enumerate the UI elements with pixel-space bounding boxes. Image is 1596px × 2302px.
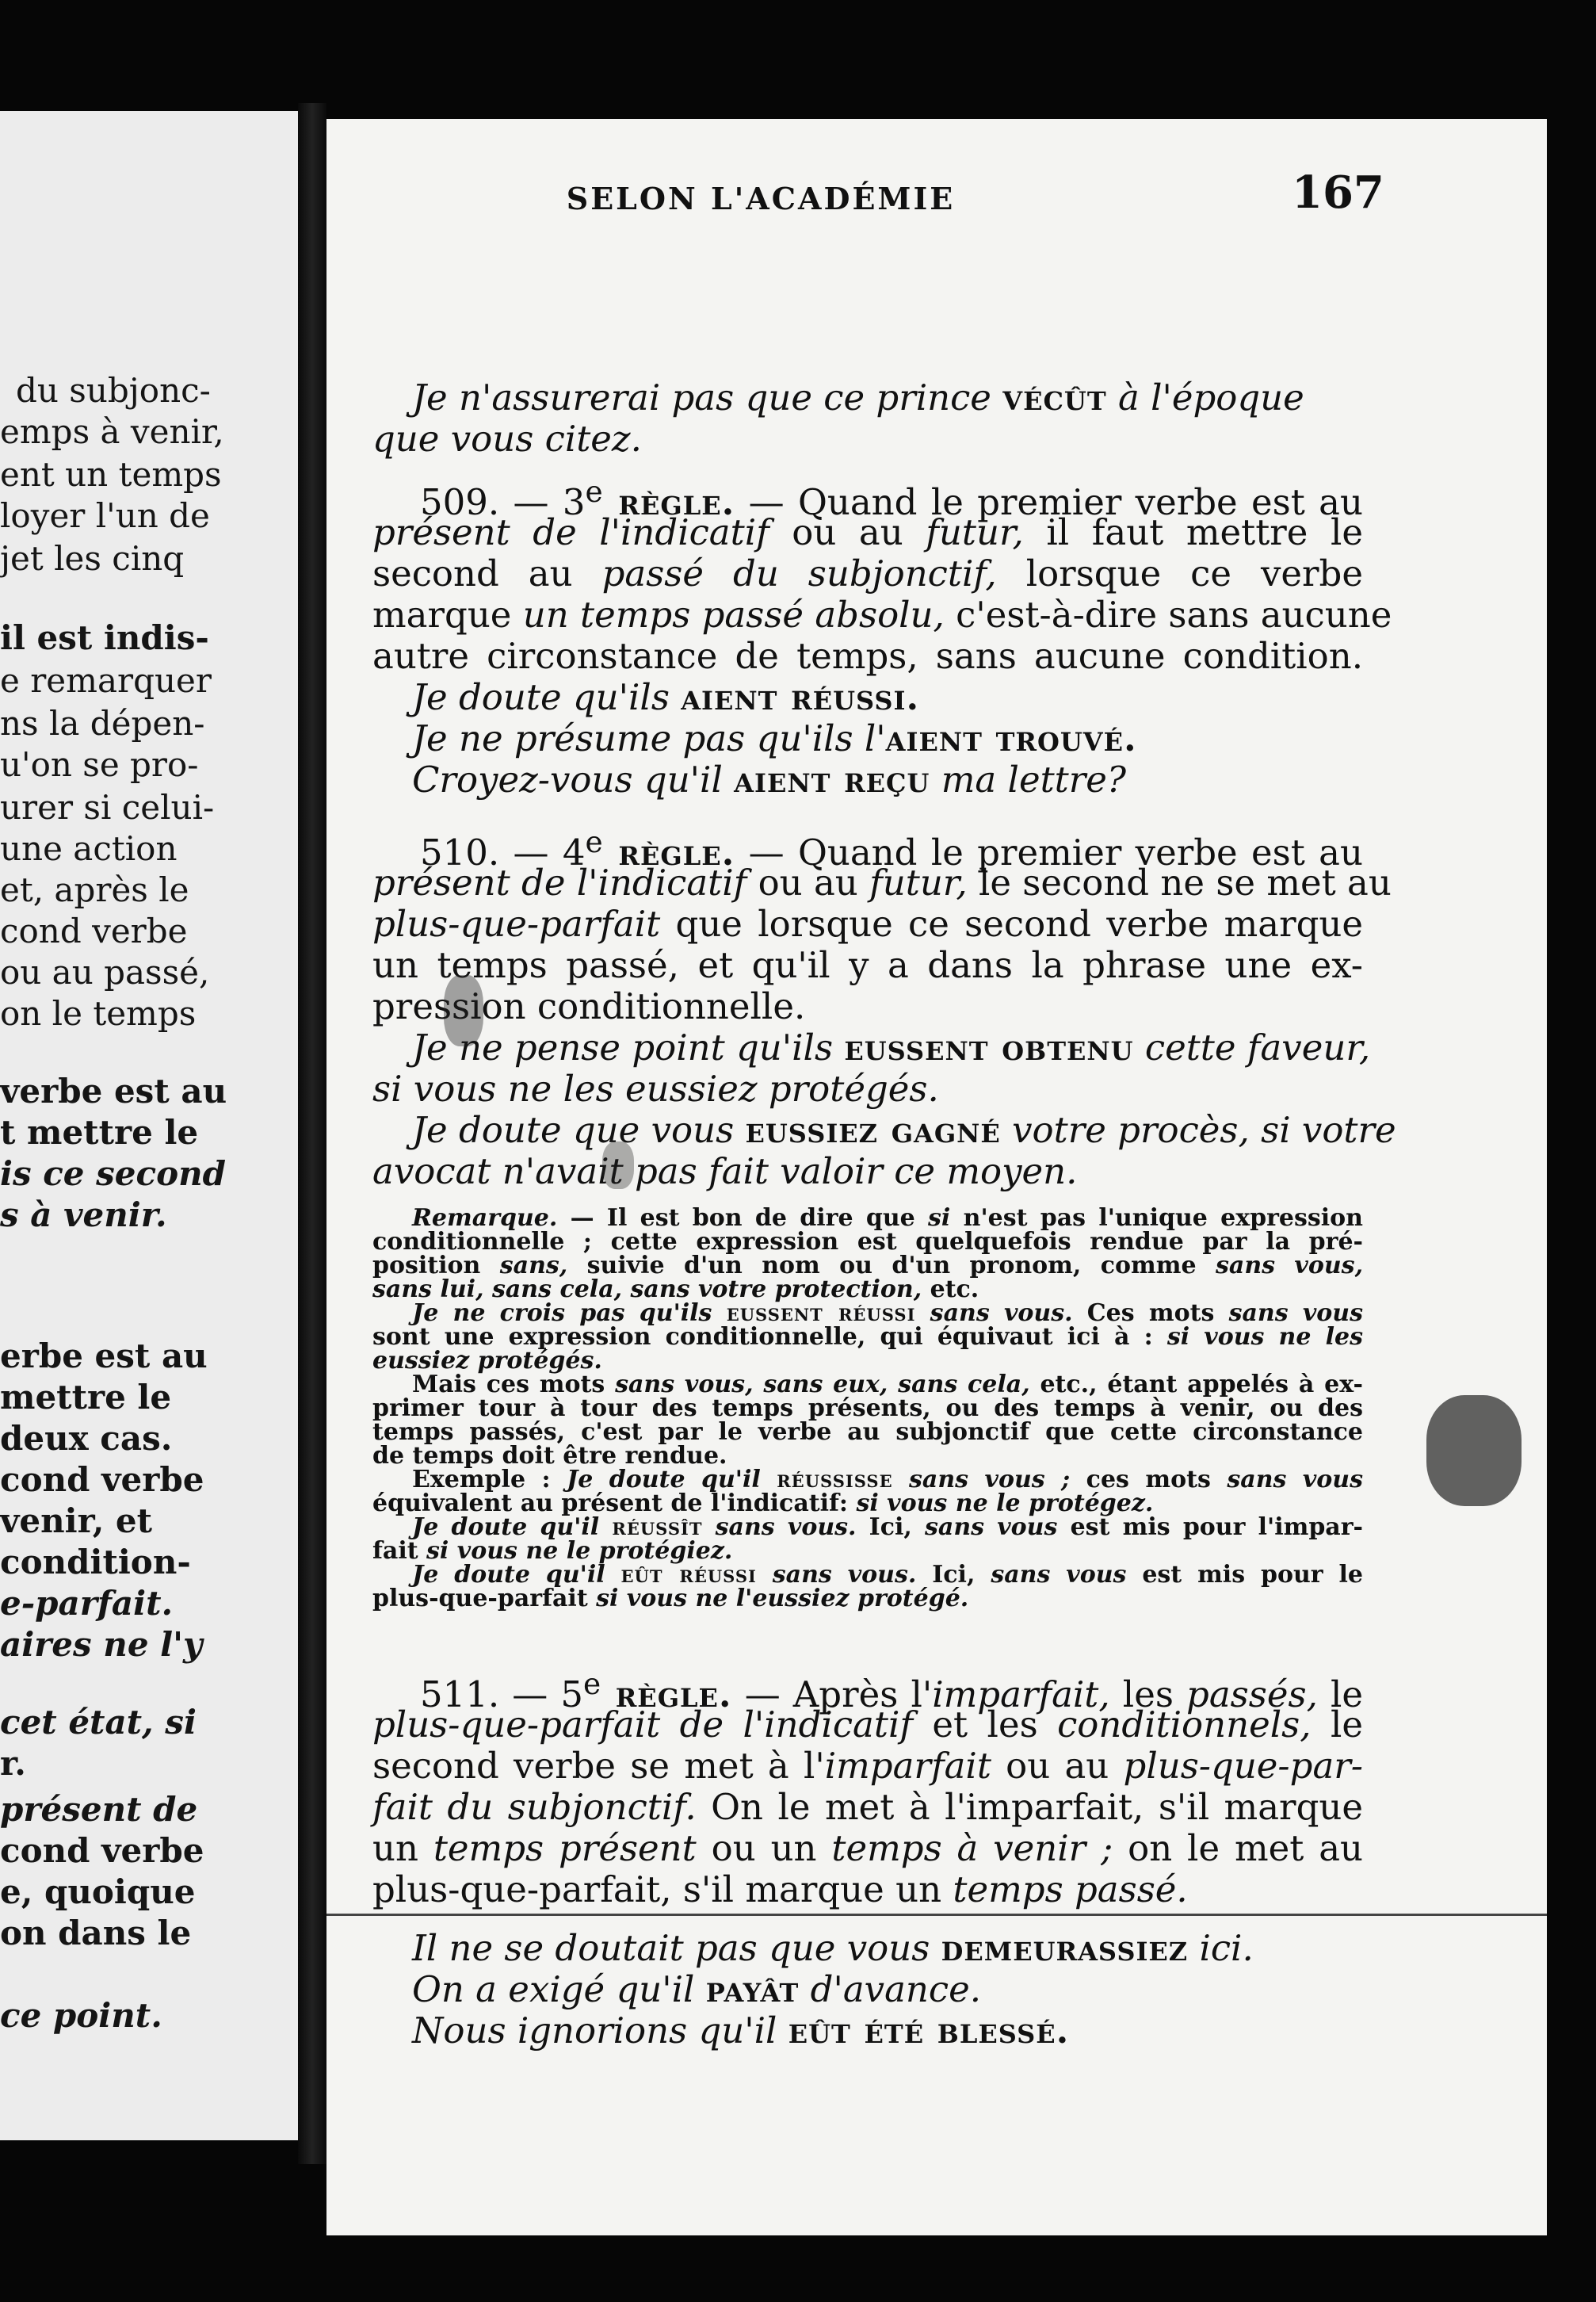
example-line: Je doute qu'ils aient réussi. — [412, 676, 920, 718]
rule-line: plus-que-parfait que lorsque ce second verbe marque — [372, 903, 1363, 945]
rule-509 — [372, 471, 1392, 801]
left-fragment: emps à venir, — [0, 412, 224, 451]
ink-smudge — [444, 975, 483, 1046]
remark-line: Remarque. — Il est bon de dire que si n'est pas l'unique expression — [412, 1204, 1363, 1232]
rule-line: autre circonstance de temps, sans aucune condition. — [372, 635, 1363, 677]
rule-511-examples — [372, 1928, 1363, 2052]
left-fragment: venir, et — [0, 1501, 153, 1540]
left-fragment: r. — [0, 1744, 26, 1783]
remark-line: plus-que-parfait si vous ne l'eussiez protégé. — [372, 1585, 969, 1612]
remark-line: sont une expression conditionnelle, qui équivaut ici à : si vous ne les — [372, 1323, 1363, 1351]
rule-line: marque un temps passé absolu, c'est-à-dire sans aucune — [372, 594, 1392, 636]
left-fragment: une action — [0, 829, 178, 868]
rule-510 — [372, 821, 1396, 1192]
book-spine — [298, 103, 326, 2164]
remark-block — [372, 1206, 1363, 1611]
left-fragment: u'on se pro- — [0, 745, 199, 784]
left-fragment: ou au passé, — [0, 953, 210, 992]
remark-line: Mais ces mots sans vous, sans eux, sans cela, etc., étant appelés à ex- — [412, 1371, 1364, 1398]
top-example — [372, 377, 1363, 460]
remark-line: de temps doit être rendue. — [372, 1442, 727, 1470]
ink-smudge — [1426, 1395, 1522, 1506]
left-fragment: condition- — [0, 1543, 191, 1581]
scan-line — [326, 1914, 1547, 1916]
left-fragment: on dans le — [0, 1914, 192, 1952]
rule-line: présent de l'indicatif ou au futur, le second ne se met au — [372, 862, 1392, 904]
remark-line: primer tour à tour des temps présents, ou des temps à venir, ou des — [372, 1394, 1363, 1422]
running-title: SELON L'ACADÉMIE — [566, 181, 956, 216]
rule-line: pression conditionnelle. — [372, 985, 806, 1027]
left-fragment: mettre le — [0, 1378, 172, 1417]
example-line: Je n'assurerai pas que ce prince vécût à l'époque — [412, 377, 1304, 419]
example-line: avocat n'avait pas fait valoir ce moyen. — [372, 1150, 1078, 1192]
rule-511 — [372, 1663, 1363, 1910]
example-line: Je ne présume pas qu'ils l'aient trouvé. — [412, 717, 1137, 759]
remark-line: Je ne crois pas qu'ils eussent réussi sans vous. Ces mots sans vous — [412, 1299, 1364, 1327]
left-fragment: du subjonc- — [16, 371, 211, 410]
left-fragment: aires ne l'y — [0, 1625, 203, 1664]
rule-line: présent de l'indicatif ou au futur, il faut mettre le — [372, 511, 1363, 553]
left-fragment: cond verbe — [0, 912, 188, 950]
rule-heading: 511. — 5e règle. — Après l'imparfait, les passés, le — [420, 1666, 1364, 1715]
remark-line: Exemple : Je doute qu'il réussisse sans vous ; ces mots sans vous — [412, 1466, 1363, 1493]
left-fragment: deux cas. — [0, 1419, 173, 1458]
left-fragment: ce point. — [0, 1996, 162, 2035]
rule-line: second verbe se met à l'imparfait ou au plus-que-par- — [372, 1745, 1363, 1787]
left-fragment: s à venir. — [0, 1195, 167, 1234]
example-line: Nous ignorions qu'il eût été blessé. — [412, 2009, 1070, 2052]
left-fragment: jet les cinq — [0, 539, 185, 578]
rule-line: un temps passé, et qu'il y a dans la phrase une ex- — [372, 944, 1363, 986]
left-fragment: cond verbe — [0, 1460, 204, 1499]
left-fragment: erbe est au — [0, 1336, 208, 1375]
rule-line: un temps présent ou un temps à venir ; on le met au — [372, 1827, 1364, 1869]
remark-line: Je doute qu'il eût réussi sans vous. Ici, sans vous est mis pour le — [412, 1561, 1364, 1589]
rule-line: second au passé du subjonctif, lorsque ce verbe — [372, 553, 1363, 595]
left-fragment: présent de — [0, 1790, 198, 1829]
rule-line: plus-que-parfait de l'indicatif et les conditionnels, le — [372, 1704, 1363, 1746]
remark-line: conditionnelle ; cette expression est quelquefois rendue par la pré- — [372, 1228, 1363, 1256]
left-fragment: cond verbe — [0, 1831, 204, 1870]
remark-line: temps passés, c'est par le verbe au subjonctif que cette circonstance — [372, 1418, 1363, 1446]
left-fragment: cet état, si — [0, 1703, 197, 1742]
remark-line: équivalent au présent de l'indicatif: si vous ne le protégez. — [372, 1489, 1154, 1517]
rule-heading: 510. — 4e règle. — Quand le premier verbe est au — [420, 824, 1363, 874]
remark-line: Je doute qu'il réussît sans vous. Ici, sans vous est mis pour l'impar- — [412, 1513, 1364, 1541]
rule-line: plus-que-parfait, s'il marque un temps passé. — [372, 1868, 1188, 1910]
page-number: 167 — [1292, 166, 1384, 219]
left-fragment: urer si celui- — [0, 788, 215, 827]
left-fragment: e-parfait. — [0, 1584, 174, 1623]
remark-line: eussiez protégés. — [372, 1347, 602, 1375]
example-line: si vous ne les eussiez protégés. — [372, 1068, 939, 1110]
rule-heading: 509. — 3e règle. — Quand le premier verbe est au — [420, 474, 1363, 523]
left-fragment: on le temps — [0, 994, 197, 1033]
example-line: Croyez-vous qu'il aient reçu ma lettre? — [412, 759, 1127, 801]
rule-line: fait du subjonctif. On le met à l'imparfait, s'il marque — [372, 1786, 1363, 1828]
left-fragment: verbe est au — [0, 1072, 227, 1111]
remark-line: sans lui, sans cela, sans votre protection, etc. — [372, 1275, 979, 1303]
example-line: que vous citez. — [372, 418, 642, 460]
example-line: Je doute que vous eussiez gagné votre procès, si votre — [412, 1109, 1396, 1151]
left-fragment: e remarquer — [0, 661, 212, 700]
left-fragment: e, quoique — [0, 1872, 196, 1911]
left-fragment: il est indis- — [0, 618, 209, 657]
example-line: Il ne se doutait pas que vous demeurassiez ici. — [412, 1927, 1254, 1969]
example-line: On a exigé qu'il payât d'avance. — [412, 1968, 982, 2010]
remark-line: fait si vous ne le protégiez. — [372, 1537, 733, 1565]
remark-line: position sans, suivie d'un nom ou d'un pronom, comme sans vous, — [372, 1252, 1364, 1279]
left-fragment: ns la dépen- — [0, 704, 205, 743]
left-fragment: ent un temps — [0, 455, 222, 494]
left-fragment: et, après le — [0, 870, 189, 909]
example-line: Je ne pense point qu'ils eussent obtenu cette faveur, — [412, 1027, 1371, 1069]
left-fragment: t mettre le — [0, 1113, 199, 1152]
left-fragment: loyer l'un de — [0, 496, 210, 535]
ink-smudge — [602, 1141, 634, 1189]
left-fragment: is ce second — [0, 1154, 226, 1193]
